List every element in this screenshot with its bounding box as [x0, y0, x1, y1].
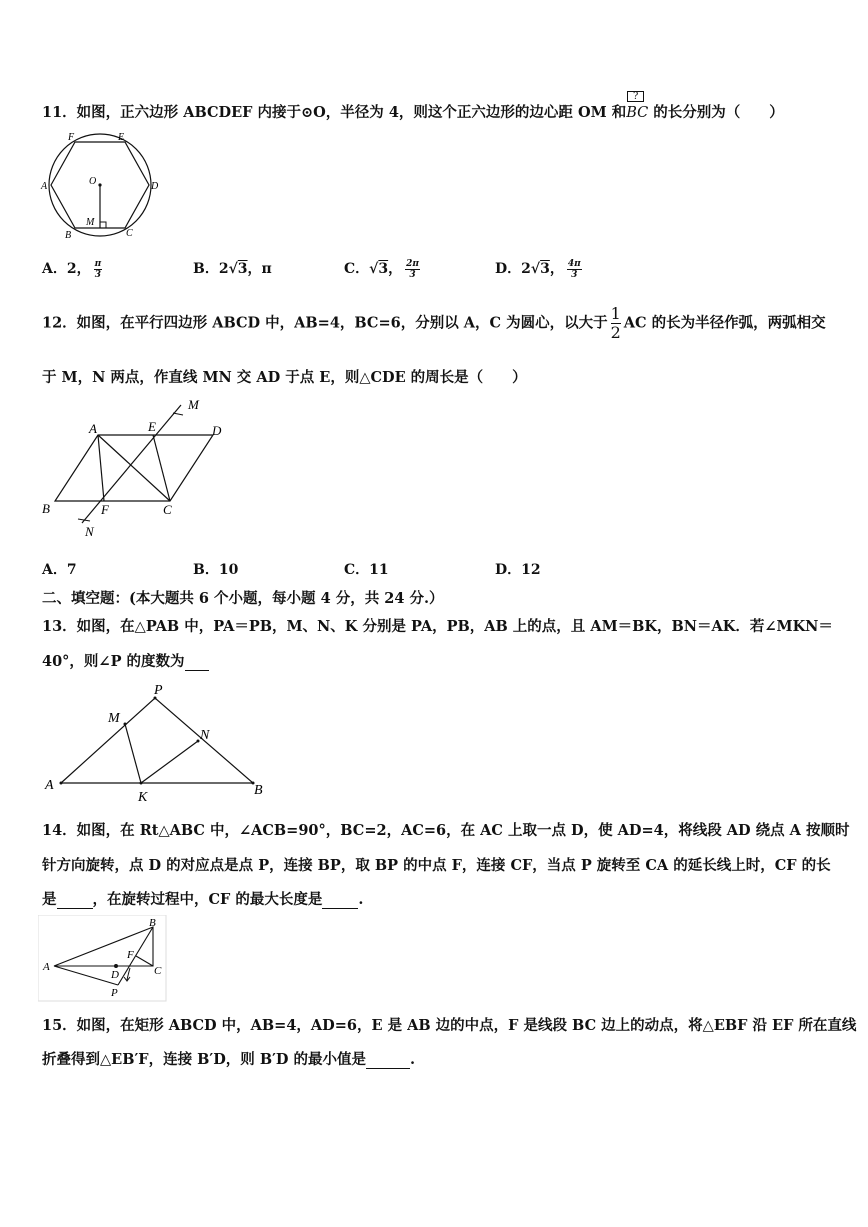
frac-num: π: [94, 258, 102, 269]
q14-stem-line2: 针方向旋转，点 D 的对应点是点 P，连接 BP，取 BP 的中点 F，连接 CF，当点 P 旋转至 CA 的延长线上时，CF 的长: [42, 857, 831, 874]
segment-nk: [141, 741, 198, 783]
label-d: D: [151, 181, 159, 192]
segment-mk: [125, 724, 141, 783]
option-a-frac: [94, 259, 103, 280]
q13-stem-line2: [42, 650, 209, 671]
q11-option-c[interactable]: C．√3， $\frac{2\pi}{3}$: [344, 258, 419, 280]
label-a: A: [89, 421, 97, 436]
label-k: K: [138, 790, 148, 803]
label-b: B: [149, 917, 156, 929]
label-d: D: [111, 969, 119, 981]
q14-stem-line1: 14．如图，在 Rt△ABC 中，∠ACB=90°，BC=2，AC=6，在 AC 上取一点 D，使 AD=4，将线段 AD 绕点 A 按顺时: [42, 822, 850, 839]
label-a: A: [41, 181, 48, 192]
frac-den: 3: [94, 269, 102, 280]
option-a-text: A．2，: [42, 261, 91, 277]
option-c-sep: ，: [388, 261, 403, 277]
segment-af: [98, 435, 104, 501]
label-b: B: [65, 230, 72, 241]
q12-stem-line1: [42, 305, 826, 342]
q15-stem-b-pre: 折叠得到△EB′F，连接 B′D，则 B′D 的最小值是: [42, 1051, 367, 1068]
label-n: N: [85, 524, 94, 539]
label-f: F: [101, 502, 109, 517]
q15-stem-b-end: .: [410, 1051, 416, 1068]
q12-stem-a: 12．如图，在平行四边形 ABCD 中，AB=4，BC=6，分别以 A，C 为圆心，以大于: [42, 314, 608, 332]
label-e: E: [148, 419, 156, 434]
q12-figure: [38, 393, 238, 543]
label-m: M: [108, 711, 120, 726]
option-d-text: D．2: [495, 261, 531, 277]
q11-stem-b: 的长分别为（ ）: [648, 104, 784, 121]
q12-option-d[interactable]: D．12: [495, 562, 541, 578]
label-c: C: [163, 502, 172, 517]
label-d: D: [212, 423, 222, 438]
frac-den: 2: [610, 323, 621, 342]
label-a: A: [45, 778, 54, 793]
triangle-abc: [54, 927, 153, 966]
option-c-text: C．: [344, 261, 370, 277]
label-o: O: [89, 176, 97, 187]
q13-stem-line1: 13．如图，在△PAB 中，PA＝PB，M、N、K 分别是 PA，PB，AB 上的点，且 AM＝BK，BN＝AK．若∠MKN＝: [42, 618, 833, 635]
arc-bc: [626, 91, 649, 121]
q11-option-d[interactable]: D．2√3， $\frac{4\pi}{3}$: [495, 258, 581, 280]
q14-stem-c-pre: 是: [42, 891, 57, 908]
label-b: B: [42, 501, 50, 516]
triangle-pab: [61, 698, 253, 783]
half-fraction: [611, 305, 621, 342]
frac-den: 3: [571, 269, 578, 280]
segment-bp: [118, 927, 153, 985]
option-d-sep: ，: [549, 261, 564, 277]
q11-stem-a: 11．如图，正六边形 ABCDEF 内接于⊙O，半径为 4，则这个正六边形的边心距 OM 和: [42, 104, 627, 121]
q11-stem: [42, 91, 784, 122]
label-c: C: [126, 228, 133, 239]
frac-num: 4π: [567, 258, 581, 269]
label-f: F: [127, 949, 134, 961]
q14-figure: [38, 915, 168, 1003]
label-f: F: [68, 132, 75, 143]
segment-cf: [136, 956, 153, 966]
label-m: M: [86, 217, 95, 228]
label-b: B: [254, 783, 263, 798]
label-p: P: [154, 683, 163, 698]
q12-option-b[interactable]: B．10: [193, 562, 239, 578]
q14-stem-c-end: .: [358, 891, 364, 908]
point-o: [98, 183, 101, 186]
q11-option-a[interactable]: [42, 258, 102, 280]
answer-blank[interactable]: [185, 653, 209, 671]
segment-ce: [153, 435, 170, 501]
frac-num: 2π: [406, 258, 419, 269]
q11-option-b[interactable]: B．2√3，π: [193, 261, 272, 277]
right-angle-mark: [100, 222, 106, 228]
label-m: M: [188, 397, 199, 412]
q12-stem-b: AC 的长为半径作弧，两弧相交: [623, 314, 826, 332]
option-d-frac: [567, 259, 582, 280]
option-c-sqrt: 3: [378, 261, 389, 277]
q14-stem-c-mid: ，在旋转过程中，CF 的最大长度是: [92, 891, 323, 908]
q13-stem-b: 40°，则∠P 的度数为: [42, 653, 185, 670]
q14-stem-line3: [42, 888, 363, 909]
option-c-frac: [405, 259, 420, 280]
option-d-sqrt: 3: [540, 261, 550, 277]
label-a: A: [43, 961, 50, 973]
q11-figure: [38, 128, 168, 243]
frac-den: 3: [409, 269, 416, 280]
section-heading: 二、填空题：(本大题共 6 个小题，每小题 4 分，共 24 分.）: [42, 590, 444, 607]
q12-option-c[interactable]: C．11: [344, 562, 389, 578]
q12-stem-line2: 于 M，N 两点，作直线 MN 交 AD 于点 E，则△CDE 的周长是（ ）: [42, 369, 527, 386]
point-d: [114, 964, 118, 968]
arc-mark: ?: [627, 91, 644, 102]
label-c: C: [154, 965, 162, 977]
q15-stem-line1: 15．如图，在矩形 ABCD 中，AB=4，AD=6，E 是 AB 边的中点，F 是线段 BC 边上的动点，将△EBF 沿 EF 所在直线: [42, 1017, 857, 1034]
label-e: E: [118, 132, 125, 143]
answer-blank-2[interactable]: [322, 891, 358, 909]
answer-blank-1[interactable]: [57, 891, 93, 909]
q13-figure: [38, 678, 278, 803]
answer-blank[interactable]: [366, 1051, 410, 1069]
q15-stem-line2: [42, 1048, 415, 1069]
segment-ap: [54, 966, 118, 985]
frac-num: 1: [610, 304, 621, 323]
option-b-text: B．2: [193, 261, 229, 277]
option-b-tail: ，π: [247, 261, 272, 277]
option-b-sqrt: 3: [237, 261, 248, 277]
label-n: N: [200, 728, 210, 743]
arc-label: BC: [626, 105, 649, 121]
q12-option-a[interactable]: A．7: [42, 562, 77, 578]
arc-mark-m: [173, 413, 183, 415]
label-p: P: [111, 987, 118, 999]
